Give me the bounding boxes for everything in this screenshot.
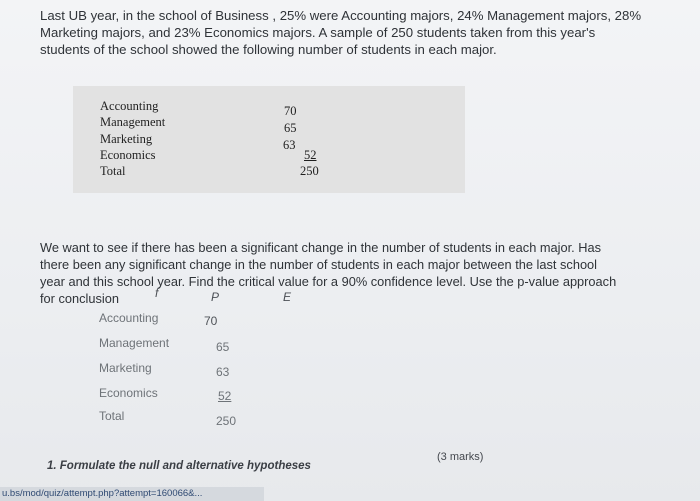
question-part-1: 1. Formulate the null and alternative hypotheses [47,460,311,472]
question-line: for conclusion [40,291,119,306]
question-paragraph [40,239,616,307]
marks-label: (3 marks) [437,451,484,463]
table1-value-accounting: 70 [284,104,297,118]
table1-label-economics: Economics [100,148,156,162]
table1-label-total: Total [100,164,126,178]
table1-value-marketing: 63 [283,138,296,152]
table1-label-marketing: Marketing [100,132,153,146]
browser-status-url: u.bs/mod/quiz/attempt.php?attempt=160066&... [0,487,264,501]
table2-label-total: Total [99,409,125,423]
table2-value-total: 250 [216,414,237,428]
table2-label-economics: Economics [99,386,158,400]
intro-line: Marketing majors, and 23% Economics majors. A sample of 250 students taken from this year's [40,25,596,40]
table2-label-marketing: Marketing [99,361,152,375]
table2-value-economics: 52 [218,389,232,403]
table2-value-accounting: 70 [204,314,218,328]
header-e: E [283,290,292,304]
header-p: P [211,290,220,304]
intro-paragraph [40,7,641,58]
question-line: year and this school year. Find the critical value for a 90% confidence level. Use the p-value approach [40,274,617,289]
intro-line: students of the school showed the following number of students in each major. [40,42,497,57]
question-line: there been any significant change in the number of students in each major between the last school [40,257,598,272]
intro-line: Last UB year, in the school of Business , 25% were Accounting majors, 24% Management majors, 28% [40,8,642,23]
question-line: We want to see if there has been a significant change in the number of students in each major. Has [40,240,602,255]
table1-value-economics: 52 [304,148,317,162]
table2-label-accounting: Accounting [99,311,159,325]
table1-value-management: 65 [284,121,297,135]
header-f: f [155,286,159,300]
table2-value-marketing: 63 [216,365,230,379]
table1-label-management: Management [100,115,166,129]
table1-label-accounting: Accounting [100,99,159,113]
table2-label-management: Management [99,336,170,350]
table1-value-total: 250 [300,164,319,178]
table2-value-management: 65 [216,340,230,354]
